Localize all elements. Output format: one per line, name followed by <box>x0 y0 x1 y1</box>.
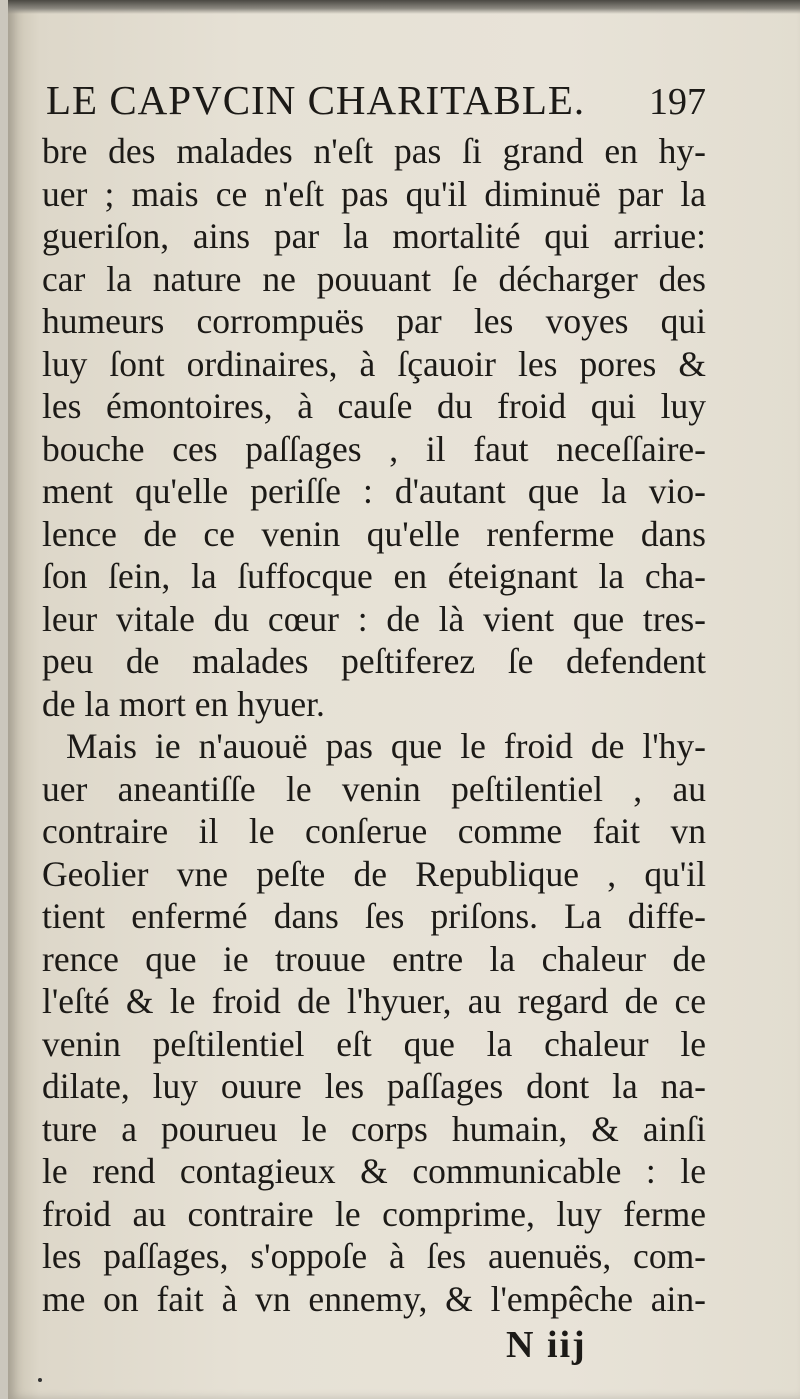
text-line: humeurs corrompuës par les voyes qui <box>42 301 706 341</box>
text-line: gueriſon, ains par la mortalité qui arriue: <box>42 216 706 256</box>
text-line: uer ; mais ce n'eſt pas qu'il diminuë par la <box>42 173 706 214</box>
body-text <box>42 130 706 1320</box>
text-line: les émontoires, à cauſe du froid qui luy <box>42 386 706 426</box>
page-header <box>46 70 706 130</box>
text-line: froid au contraire le comprime, luy ferme <box>42 1193 706 1234</box>
text-line: Mais ie n'auouë pas que le froid de l'hy- <box>66 726 706 766</box>
text-line: le rend contagieux & communicable : le <box>42 1151 706 1191</box>
text-line: ment qu'elle periſſe : d'autant que la vio- <box>42 471 706 511</box>
text-line: de la mort en hyuer. <box>42 683 325 724</box>
text-line: uer aneantiſſe le venin peſtilentiel , au <box>42 768 706 809</box>
text-line: luy ſont ordinaires, à ſçauoir les pores & <box>42 343 706 384</box>
text-line: ſon ſein, la ſuffocque en éteignant la cha- <box>42 556 706 596</box>
running-head: LE CAPVCIN CHARITABLE. <box>46 77 586 123</box>
text-line: rence que ie trouue entre la chaleur de <box>42 938 706 979</box>
text-line: leur vitale du cœur : de là vient que tres- <box>42 598 706 639</box>
text-line: contraire il le conſerue comme fait vn <box>42 811 706 851</box>
text-line: venin peſtilentiel eſt que la chaleur le <box>42 1023 706 1064</box>
page-number: 197 <box>649 81 706 123</box>
text-line: peu de malades peſtiferez ſe defendent <box>42 641 706 681</box>
text-line: bre des malades n'eſt pas ſi grand en hy- <box>42 131 706 171</box>
text-line: dilate, luy ouure les paſſages dont la na- <box>42 1066 706 1106</box>
text-line: l'eſté & le froid de l'hyuer, au regard de ce <box>42 981 706 1021</box>
text-line: ture a pourueu le corps humain, & ainſi <box>42 1108 706 1149</box>
book-page <box>8 0 800 1399</box>
text-line: bouche ces paſſages , il faut neceſſaire- <box>42 428 706 469</box>
text-line: lence de ce venin qu'elle renferme dans <box>42 513 706 554</box>
signature-mark: N iij <box>506 1324 587 1366</box>
text-line: Geolier vne peſte de Republique , qu'il <box>42 853 706 894</box>
text-line: me on fait à vn ennemy, & l'empêche ain- <box>42 1278 706 1319</box>
text-line: tient enfermé dans ſes priſons. La diffe- <box>42 896 706 936</box>
text-line: car la nature ne pouuant ſe décharger des <box>42 258 706 299</box>
text-line: les paſſages, s'oppoſe à ſes auenuës, com- <box>42 1236 706 1276</box>
ink-speck <box>38 1378 42 1382</box>
page-top-edge <box>8 0 800 14</box>
